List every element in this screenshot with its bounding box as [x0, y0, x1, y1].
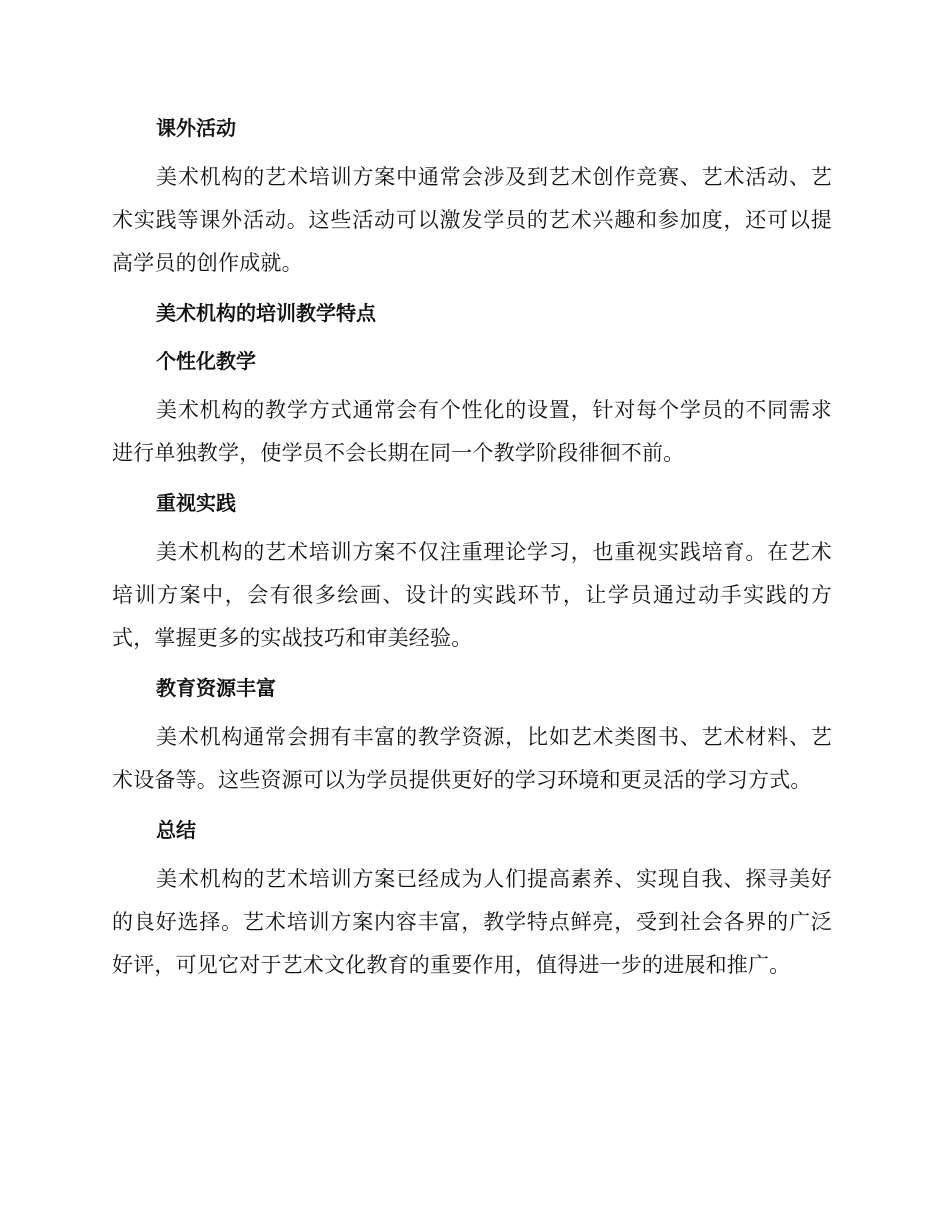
section-paragraph-extracurricular: 美术机构的艺术培训方案中通常会涉及到艺术创作竞赛、艺术活动、艺术实践等课外活动。这些活动可以激发学员的艺术兴趣和参加度，还可以提高学员的创作成就。	[112, 165, 832, 275]
section-heading-resources: 教育资源丰富	[156, 676, 276, 700]
section-heading-teaching-features: 美术机构的培训教学特点	[156, 301, 376, 325]
section-paragraph-summary: 美术机构的艺术培训方案已经成为人们提高素养、实现自我、探寻美好的良好选择。艺术培训方案内容丰富，教学特点鲜亮，受到社会各界的广泛好评，可见它对于艺术文化教育的重要作用，值得进一步的进展和推广。	[112, 867, 832, 977]
section-paragraph-resources: 美术机构通常会拥有丰富的教学资源，比如艺术类图书、艺术材料、艺术设备等。这些资源可以为学员提供更好的学习环境和更灵活的学习方式。	[112, 725, 832, 792]
section-heading-practice: 重视实践	[156, 491, 236, 515]
section-heading-personalized: 个性化教学	[156, 349, 256, 373]
document-content	[112, 108, 832, 995]
section-heading-summary: 总结	[156, 818, 196, 842]
section-paragraph-practice: 美术机构的艺术培训方案不仅注重理论学习，也重视实践培育。在艺术培训方案中，会有很多绘画、设计的实践环节，让学员通过动手实践的方式，掌握更多的实战技巧和审美经验。	[112, 540, 832, 650]
section-paragraph-personalized: 美术机构的教学方式通常会有个性化的设置，针对每个学员的不同需求进行单独教学，使学员不会长期在同一个教学阶段徘徊不前。	[112, 398, 832, 465]
section-heading-extracurricular: 课外活动	[156, 116, 236, 140]
